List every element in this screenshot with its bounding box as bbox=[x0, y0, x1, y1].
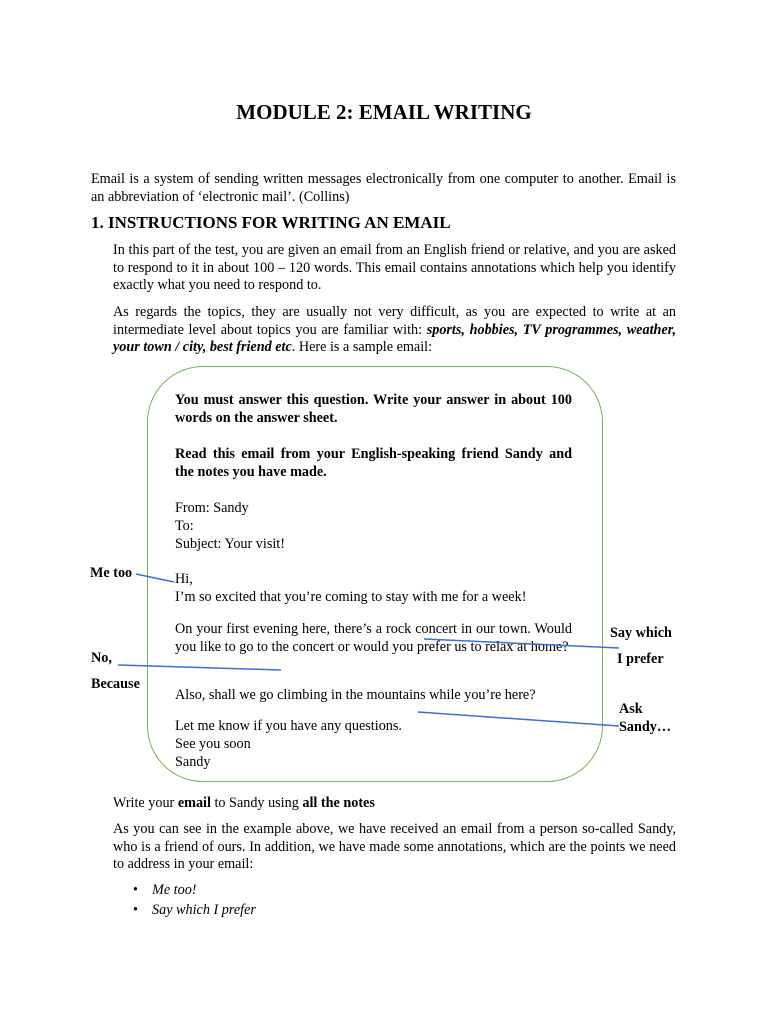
page-title: MODULE 2: EMAIL WRITING bbox=[236, 100, 532, 124]
topics-intro-text: As regards the topics, they are usually not very difficult, as you are expected to write at an intermediate level about topics you are familiar with: bbox=[113, 304, 676, 338]
intro-paragraph: Email is a system of sending written messages electronically from one computer to another. Email is an abbreviation of ‘electronic mail’. (Collins) bbox=[91, 171, 676, 205]
email-subject: Subject: Your visit! bbox=[175, 536, 285, 552]
email-line-see-you: See you soon bbox=[175, 736, 251, 752]
note-i-prefer: I prefer bbox=[617, 651, 664, 667]
list-item: • Me too! bbox=[133, 880, 256, 900]
task-instruction-read: Read this email from your English-speaking friend Sandy and the notes you have made. bbox=[175, 446, 572, 480]
email-line-climbing: Also, shall we go climbing in the mountains while you’re here? bbox=[175, 687, 536, 703]
email-line-concert: On your first evening here, there’s a rock concert in our town. Would you like to go to the concert or would you prefer us to relax at home? bbox=[175, 621, 572, 655]
annotation-line-ask bbox=[418, 712, 619, 726]
topics-list: sports, hobbies, TV programmes, weather, your town / city, best friend etc bbox=[113, 321, 676, 355]
email-line-excited: I’m so excited that you’re coming to stay with me for a week! bbox=[175, 589, 527, 605]
note-no: No, bbox=[91, 650, 112, 666]
topics-outro-text: . Here is a sample email: bbox=[291, 339, 433, 355]
section-heading: 1. INSTRUCTIONS FOR WRITING AN EMAIL bbox=[91, 213, 451, 232]
write-instruction bbox=[113, 795, 375, 813]
email-to: To: bbox=[175, 518, 194, 534]
annotation-line-say-which bbox=[424, 639, 619, 648]
email-from: From: Sandy bbox=[175, 500, 249, 516]
paragraph-instructions: In this part of the test, you are given an email from an English friend or relative, and you are asked to respond to it in about 100 – 120 words. This email contains annotations which help you identify exactly what you need to respond to. bbox=[113, 242, 676, 293]
email-greeting: Hi, bbox=[175, 571, 193, 587]
note-me-too: Me too bbox=[90, 565, 133, 581]
task-instruction: You must answer this question. Write your answer in about 100 words on the answer sheet. bbox=[175, 392, 572, 426]
write-instruction-middle: to Sandy using bbox=[210, 795, 303, 811]
write-instruction-text: Write your bbox=[113, 795, 178, 811]
list-item: • Say which I prefer bbox=[133, 900, 256, 920]
note-ask: Ask bbox=[619, 701, 643, 717]
write-instruction-notes: all the notes bbox=[302, 795, 375, 811]
paragraph-explanation: As you can see in the example above, we have received an email from a person so-called Sandy, who is a friend of ours. In addition, we have made some annotations, which are the points we need to address in your email: bbox=[113, 821, 676, 872]
annotation-line-me-too bbox=[136, 574, 174, 582]
email-line-questions: Let me know if you have any questions. bbox=[175, 718, 402, 734]
note-sandy: Sandy… bbox=[619, 719, 672, 735]
email-signature: Sandy bbox=[175, 754, 211, 770]
write-instruction-email: email bbox=[177, 795, 211, 811]
note-say-which: Say which bbox=[610, 625, 672, 641]
annotation-line-no bbox=[118, 665, 281, 670]
notes-bullet-list bbox=[133, 880, 256, 920]
note-because: Because bbox=[91, 676, 140, 692]
